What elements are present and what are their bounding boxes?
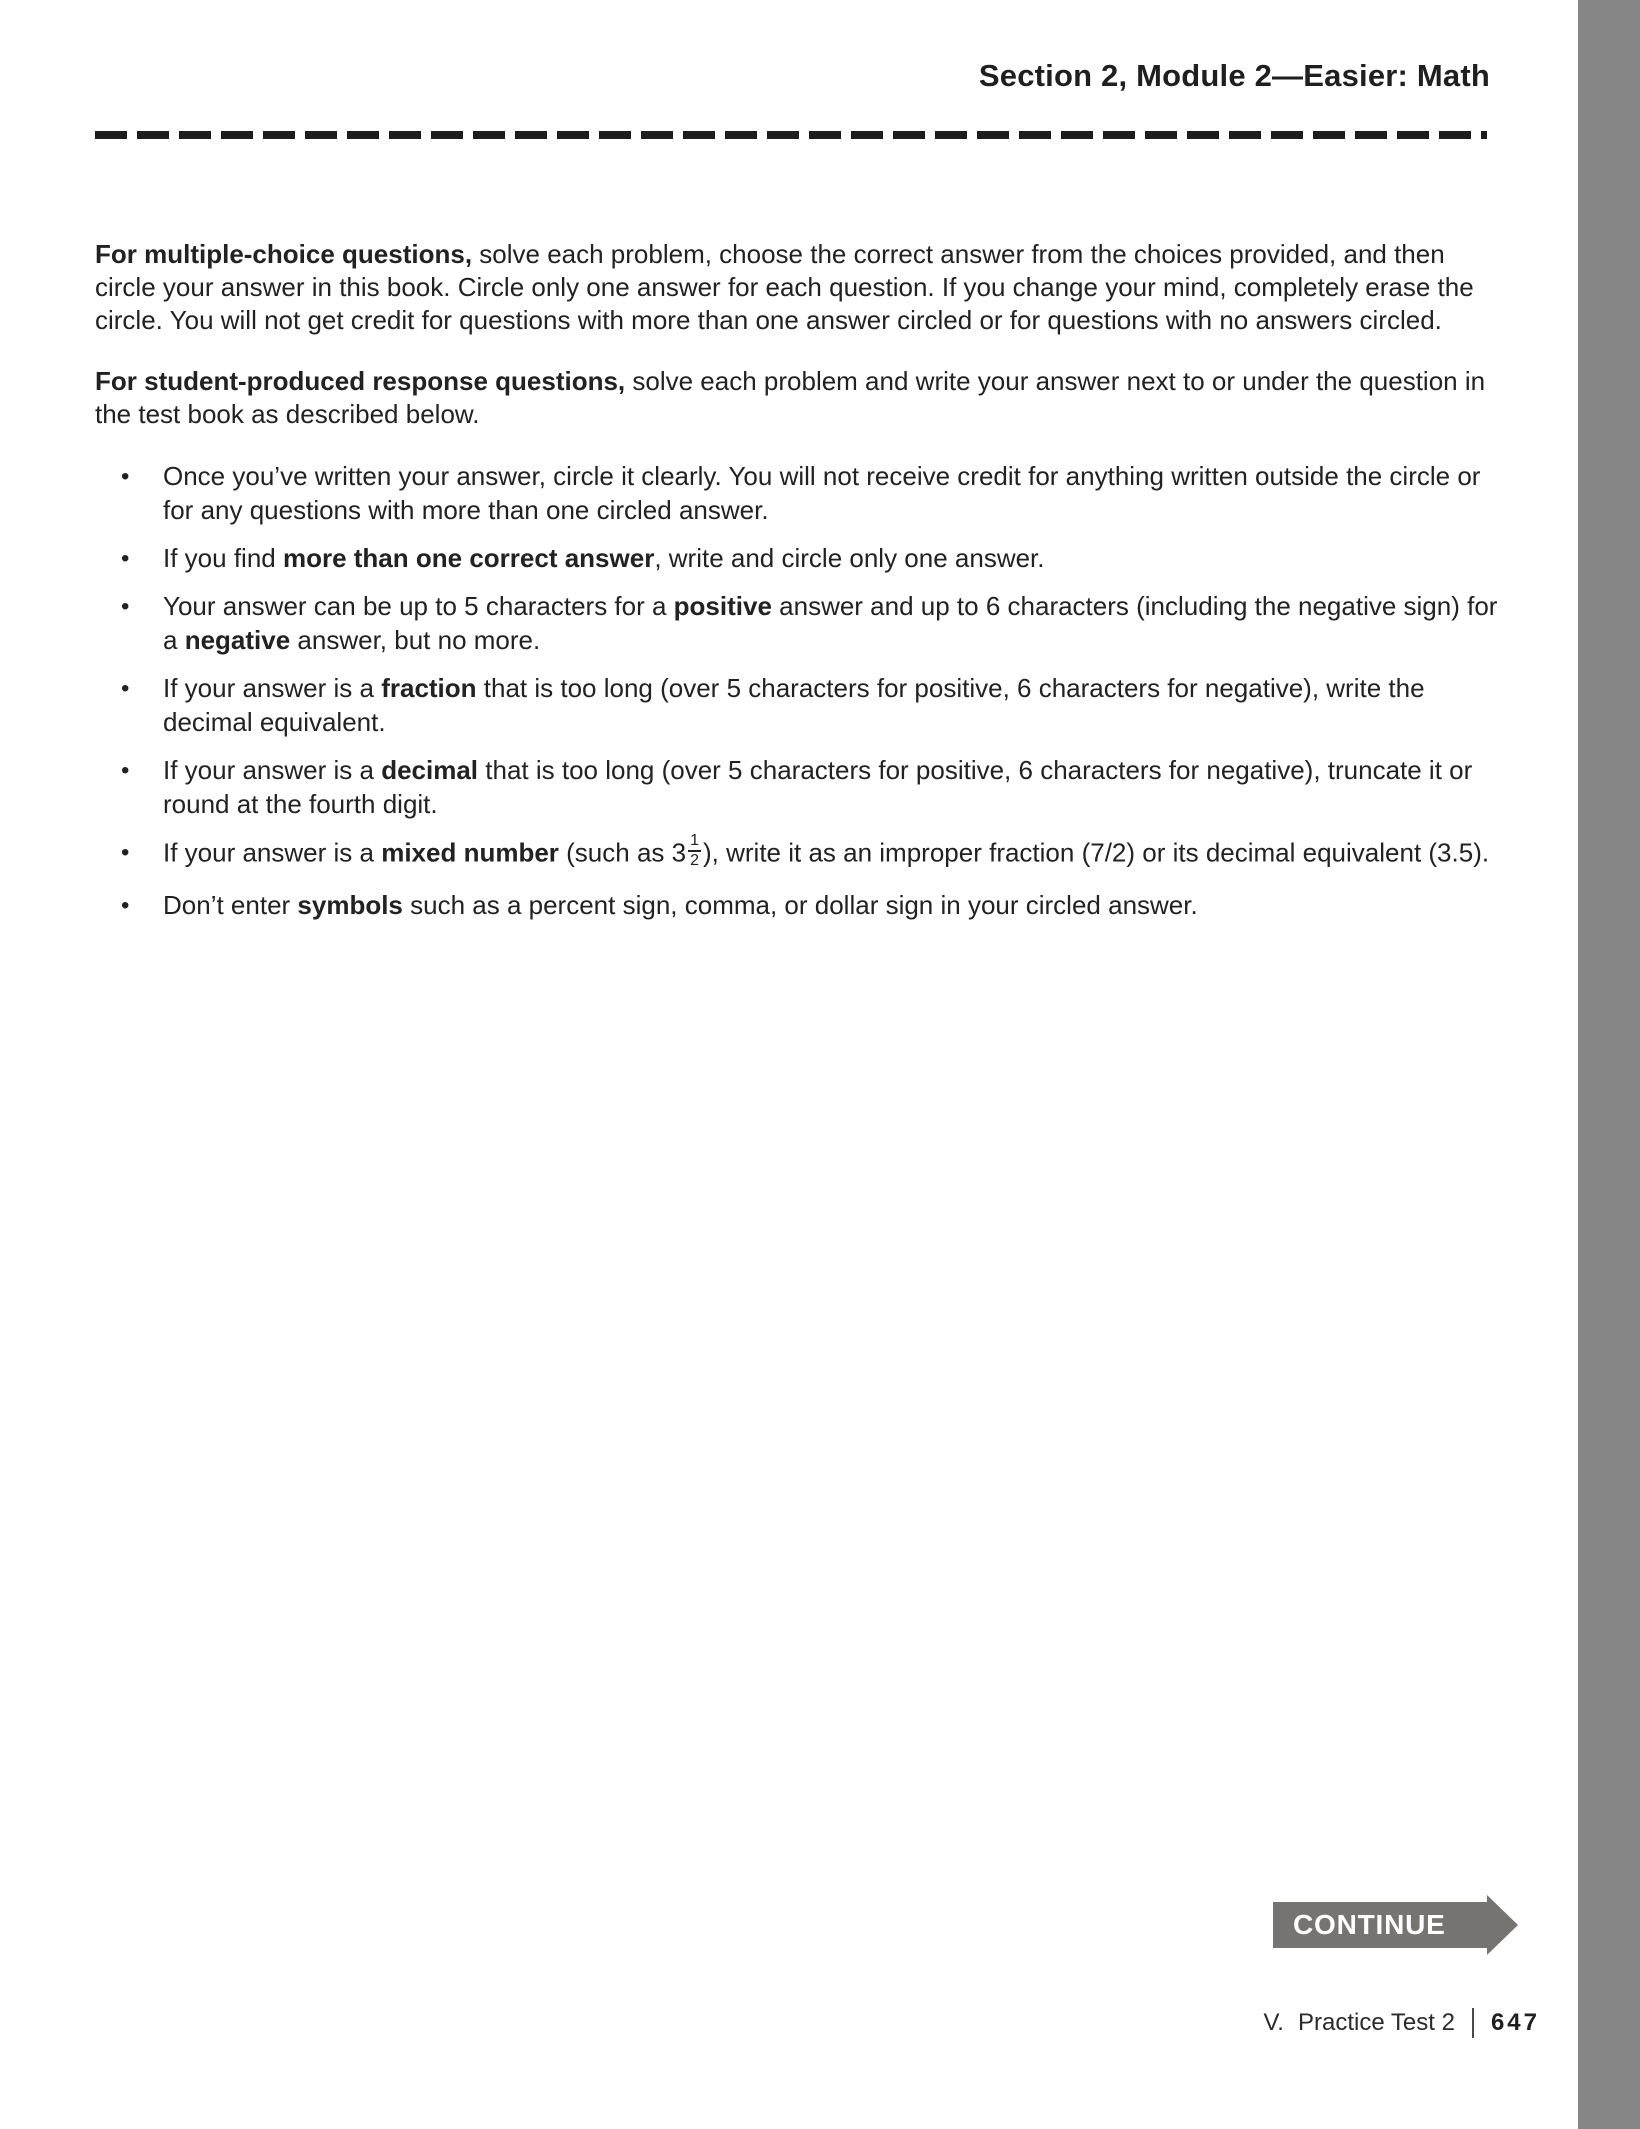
list-item	[95, 589, 1505, 657]
bullet-text: Don’t enter	[163, 889, 298, 920]
student-produced-body: solve each problem and write your answer next to or under the question in the test book as described below.	[95, 366, 1486, 429]
list-item	[95, 459, 1505, 527]
list-item	[95, 888, 1505, 922]
multiple-choice-lead: For multiple-choice questions,	[95, 239, 473, 269]
footer-volume: V.	[1263, 2009, 1284, 2036]
page-edge-bar	[1578, 0, 1640, 2129]
footer-separator	[1472, 2008, 1474, 2038]
instructions-list	[95, 459, 1505, 922]
bullet-bold-text: mixed number	[381, 837, 559, 868]
bullet-bold-text: symbols	[297, 889, 403, 920]
list-item	[95, 671, 1505, 739]
page-title: Section 2, Module 2—Easier: Math	[978, 58, 1490, 93]
bullet-bold-text: decimal	[381, 755, 479, 785]
list-item	[95, 753, 1505, 821]
bullet-text: Once you’ve written your answer, circle it clearly. You will not receive credit for anything written outside the circle or for any questions with more than one circled answer.	[163, 461, 1481, 525]
footer-page-number: 647	[1490, 2009, 1540, 2036]
fraction-denominator: 2	[690, 852, 699, 870]
bullet-text: Your answer can be up to 5 characters for a	[163, 591, 674, 621]
footer-book-title: Practice Test 2	[1297, 2009, 1455, 2036]
arrow-right-icon	[1487, 1895, 1518, 1955]
continue-button[interactable]	[1273, 1895, 1518, 1955]
bullet-text: If your answer is a	[163, 755, 382, 785]
instructions-content	[95, 238, 1505, 936]
student-produced-paragraph	[95, 365, 1505, 431]
bullet-bold-text: negative	[184, 625, 291, 655]
bullet-text: (such as 3	[558, 837, 687, 868]
bullet-text: If your answer is a	[163, 837, 382, 868]
fraction-numerator: 1	[688, 832, 701, 852]
bullet-bold-text: more than one correct answer	[282, 543, 655, 573]
bullet-text: , write and circle only one answer.	[654, 543, 1045, 573]
bullet-text: such as a percent sign, comma, or dollar sign in your circled answer.	[402, 889, 1198, 920]
bullet-bold-text: positive	[673, 591, 772, 621]
multiple-choice-body: solve each problem, choose the correct answer from the choices provided, and then circle your answer in this book. Circle only one answer for each question. If you change your mind, completely erase the circle. You will not get credit for questions with more than one answer circled or for questions with no answers circled.	[95, 239, 1474, 335]
bullet-text: that is too long (over 5 characters for positive, 6 characters for negative), truncate it or round at the fourth digit.	[163, 755, 1473, 819]
student-produced-lead: For student-produced response questions,	[95, 366, 626, 396]
stacked-fraction	[688, 832, 701, 871]
page-footer	[1264, 2008, 1541, 2038]
list-item	[95, 832, 1505, 874]
bullet-text: answer, but no more.	[290, 625, 541, 655]
dashed-divider	[95, 131, 1487, 139]
multiple-choice-paragraph	[95, 238, 1505, 337]
bullet-text: that is too long (over 5 characters for positive, 6 characters for negative), write the decimal equivalent.	[163, 673, 1425, 737]
bullet-text: ), write it as an improper fraction (7/2) or its decimal equivalent (3.5).	[703, 837, 1490, 868]
bullet-text: answer and up to 6 characters (including the negative sign) for a	[163, 591, 1498, 655]
list-item	[95, 541, 1505, 575]
continue-label: CONTINUE	[1273, 1902, 1487, 1948]
bullet-bold-text: fraction	[381, 673, 477, 703]
bullet-text: If you find	[163, 543, 283, 573]
bullet-text: If your answer is a	[163, 673, 382, 703]
